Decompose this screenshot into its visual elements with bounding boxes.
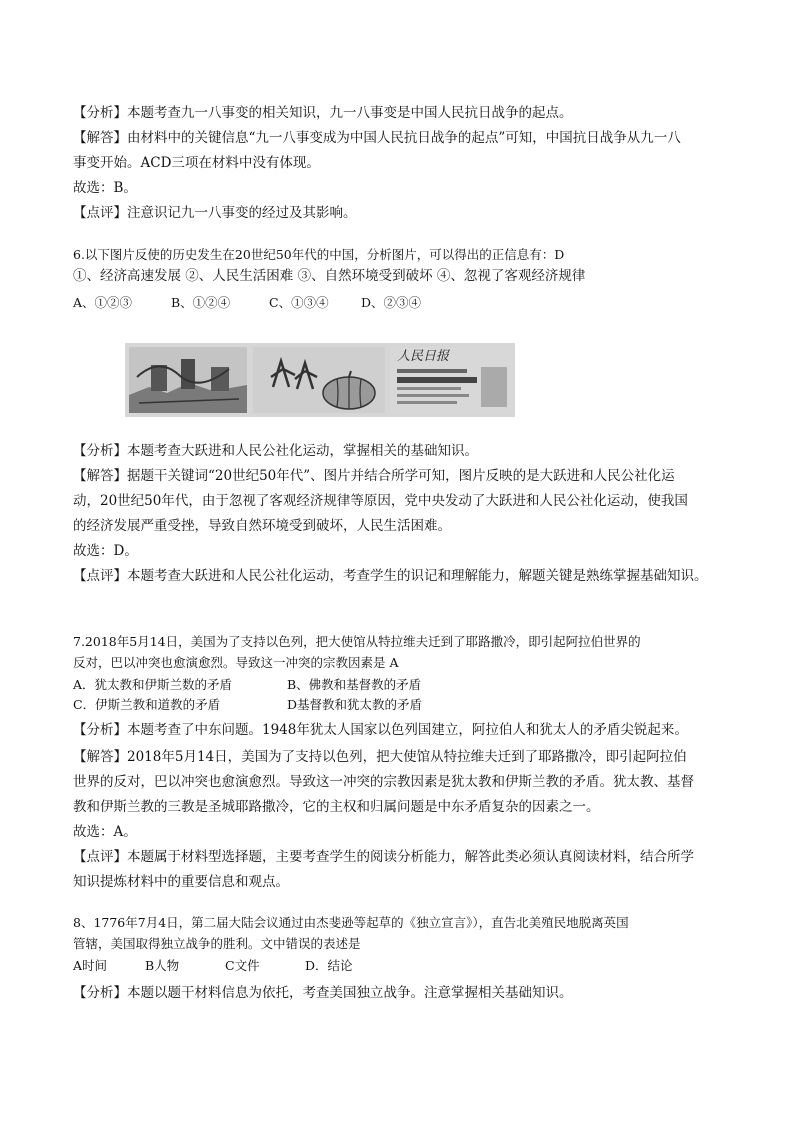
q7-comment-line-2: 知识提炼材料中的重要信息和观点。 [73,874,289,890]
q6-option-a: A、①②③ [73,295,133,310]
q7-option-c: C．伊斯兰教和道教的矛盾 [73,697,221,712]
q7-option-b: B、佛教和基督教的矛盾 [287,677,422,692]
q7-options-row-2 [73,695,422,715]
q5-choice: 故选：B。 [73,180,137,196]
q6-options [73,293,421,313]
q6-items: ①、经济高速发展 ②、人民生活困难 ③、自然环境受到破坏 ④、忽视了客观经济规律 [73,268,586,284]
q5-answer-line-1: 【解答】由材料中的关键信息“九一八事变成为中国人民抗日战争的起点”可知，中国抗日战争从九一八 [73,130,681,146]
q5-comment: 【点评】注意识记九一八事变的经过及其影响。 [73,205,357,221]
q8-option-d: D．结论 [305,958,353,973]
q6-analysis: 【分析】本题考查大跃进和人民公社化运动，掌握相关的基础知识。 [73,443,478,459]
q8-options [73,956,353,976]
q6-comment: 【点评】本题考查大跃进和人民公社化运动，考查学生的识记和理解能力，解题关键是熟练掌握基础知识。 [73,568,708,584]
q8-option-a: A时间 [73,958,108,973]
q6-option-b: B、①②④ [171,295,231,310]
q8-option-c: C文件 [225,958,260,973]
q7-stem-line-1: 7.2018年5月14日，美国为了支持以色列，把大使馆从特拉维夫迁到了耶路撒冷，即引起阿拉伯世界的 [73,634,641,649]
q6-option-c: C、①③④ [269,295,329,310]
q6-answer-line-2: 动，20世纪50年代，由于忽视了客观经济规律等原因，党中央发动了大跃进和人民公社化运动，使我国 [73,493,688,509]
q7-stem-line-2: 反对，巴以冲突也愈演愈烈。导致这一冲突的宗教因素是 A [73,655,399,670]
q7-options-row-1 [73,675,421,695]
q7-analysis: 【分析】本题考查了中东问题。1948年犹太人国家以色列国建立，阿拉伯人和犹太人的矛盾尖锐起来。 [73,722,688,738]
q6-choice: 故选：D。 [73,543,138,559]
q7-answer-line-2: 世界的反对，巴以冲突也愈演愈烈。导致这一冲突的宗教因素是犹太教和伊斯兰教的矛盾。犹太教、基督 [73,774,694,790]
q7-option-a: A．犹太教和伊斯兰数的矛盾 [73,677,233,692]
newspaper-masthead: 人民日报 [397,349,450,364]
q6-answer-line-1: 【解答】据题干关键词“20世纪50年代”、图片并结合所学可知，图片反映的是大跃进和人民公社化运 [73,468,675,484]
q5-analysis: 【分析】本题考查九一八事变的相关知识，九一八事变是中国人民抗日战争的起点。 [73,105,573,121]
steelmaking-furnace-picture [129,347,247,413]
q6-answer-line-3: 的经济发展严重受挫，导致自然环境受到破坏，人民生活困难。 [73,518,451,534]
q5-answer-line-2: 事变开始。ACD三项在材料中没有体现。 [73,155,320,171]
q7-option-d: D基督教和犹太教的矛盾 [287,697,423,712]
q7-answer-line-3: 教和伊斯兰教的三教是圣城耶路撒冷，它的主权和归属问题是中东矛盾复杂的因素之一。 [73,799,600,815]
q6-stem: 6.以下图片反使的历史发生在20世纪50年代的中国，分析图片，可以得出的正信息有：D [73,247,565,262]
q8-stem-line-2: 管辖，美国取得独立战争的胜利。文中错误的表述是 [73,936,361,951]
q8-option-b: B人物 [145,958,180,973]
q6-historical-pictures [125,343,515,417]
q8-stem-line-1: 8、1776年7月4日，第二届大陆会议通过由杰斐逊等起草的《独立宣言》），直告北美殖民地脱离英国 [73,915,629,930]
q7-comment-line-1: 【点评】本题属于材料型选择题，主要考查学生的阅读分析能力，解答此类必须认真阅读材料，结合所学 [73,849,694,865]
giant-pumpkin-cartoon-picture [253,347,385,413]
peoples-daily-newspaper-picture [391,347,513,413]
q7-answer-line-1: 【解答】2018年5月14日，美国为了支持以色列，把大使馆从特拉维夫迁到了耶路撒冷，即引起阿拉伯 [73,749,687,765]
q8-analysis: 【分析】本题以题干材料信息为依托，考查美国独立战争。注意掌握相关基础知识。 [73,985,573,1001]
q6-option-d: D、②③④ [361,295,422,310]
q7-choice: 故选：A。 [73,824,137,840]
